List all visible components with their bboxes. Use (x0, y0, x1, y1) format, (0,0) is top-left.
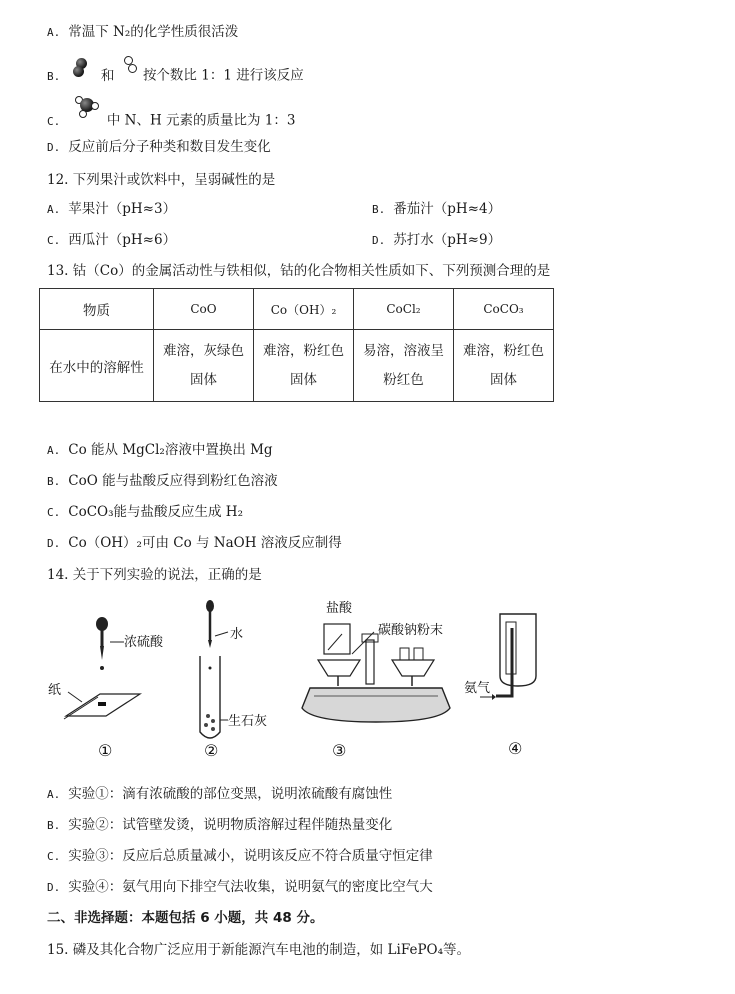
ammonia-molecule-icon (73, 100, 103, 122)
table-row-label: 在水中的溶解性 (40, 330, 154, 402)
q11-option-b: B. 和 按个数比 1：1 进行该反应 (47, 66, 304, 86)
experiment-4-number: ④ (508, 739, 523, 758)
q13-option-d: D. Co（OH）₂可由 Co 与 NaOH 溶液反应制得 (47, 535, 342, 551)
q11-option-c: C. 中 N、H 元素的质量比为 1：3 (47, 110, 295, 132)
table-header-cell: 物质 (40, 289, 154, 330)
q11-option-b-text: 按个数比 1：1 进行该反应 (142, 67, 304, 84)
label-hydrochloric-acid: 盐酸 (326, 601, 353, 616)
q12-option-b: B. 番茄汁（pH≈4） (372, 201, 502, 217)
label-ammonia: 氨气 (464, 681, 491, 696)
q13-option-a: A. Co 能从 MgCl₂溶液中置换出 Mg (47, 442, 273, 458)
q13-option-b: B. CoO 能与盐酸反应得到粉红色溶液 (47, 473, 278, 489)
experiment-2-illustration (200, 600, 267, 760)
hydrogen-molecule-icon (123, 60, 139, 80)
q11-option-d: D. 反应前后分子种类和数目发生变化 (47, 139, 271, 155)
table-header-row (40, 289, 554, 330)
q11-option-a: A. 常温下 N₂的化学性质很活泼 (47, 24, 239, 40)
experiment-3-illustration (302, 600, 450, 760)
q11-option-c-text: 中 N、H 元素的质量比为 1：3 (106, 112, 296, 129)
label-quicklime: 生石灰 (228, 714, 268, 729)
experiment-4-illustration (464, 614, 536, 758)
q13-option-c: C. CoCO₃能与盐酸反应生成 H₂ (47, 504, 243, 520)
q12-option-a: A. 苹果汁（pH≈3） (47, 201, 177, 217)
label-paper: 纸 (48, 683, 62, 698)
q13-stem: 13. 钴（Co）的金属活动性与铁相似，钴的化合物相关性质如下、下列预测合理的是 (47, 263, 551, 279)
solubility-table (39, 288, 554, 402)
experiment-2-number: ② (204, 741, 219, 760)
experiment-1-number: ① (98, 741, 113, 760)
experiment-3-number: ③ (332, 741, 347, 760)
experiment-1-illustration (48, 617, 164, 760)
q14-stem: 14. 关于下列实验的说法，正确的是 (47, 567, 262, 583)
table-cell: 难溶，粉红色 固体 (254, 330, 354, 402)
q11-option-d-text: 反应前后分子种类和数目发生变化 (68, 139, 271, 155)
label-conc-sulfuric-acid: 浓硫酸 (124, 635, 164, 650)
section-heading: 二、非选择题：本题包括 6 小题，共 48 分。 (47, 910, 324, 926)
table-cell: 难溶，灰绿色 固体 (154, 330, 254, 402)
q14-option-b: B. 实验②：试管壁发烫，说明物质溶解过程伴随热量变化 (47, 817, 393, 833)
table-cell: 难溶，粉红色 固体 (454, 330, 554, 402)
table-row (40, 330, 554, 402)
q15-stem: 15. 磷及其化合物广泛应用于新能源汽车电池的制造，如 LiFePO₄等。 (47, 942, 471, 958)
table-cell: 易溶，溶液呈 粉红色 (354, 330, 454, 402)
q12-option-c: C. 西瓜汁（pH≈6） (47, 232, 177, 248)
q14-option-c: C. 实验③：反应后总质量减小，说明该反应不符合质量守恒定律 (47, 848, 433, 864)
table-header-cell: Co（OH）₂ (254, 289, 354, 330)
nitrogen-molecule-icon (73, 60, 93, 80)
table-header-cell: CoCl₂ (354, 289, 454, 330)
label-water: 水 (230, 627, 244, 642)
q11-option-a-text: 常温下 N₂的化学性质很活泼 (68, 24, 239, 40)
q11-option-b-mid: 和 (100, 67, 115, 84)
table-header-cell: CoCO₃ (454, 289, 554, 330)
q14-option-d: D. 实验④：氨气用向下排空气法收集，说明氨气的密度比空气大 (47, 879, 433, 895)
label-sodium-carbonate-powder: 碳酸钠粉末 (378, 623, 444, 638)
q12-option-d: D. 苏打水（pH≈9） (372, 232, 502, 248)
table-header-cell: CoO (154, 289, 254, 330)
q14-option-a: A. 实验①：滴有浓硫酸的部位变黑，说明浓硫酸有腐蚀性 (47, 786, 393, 802)
experiment-figure (40, 598, 560, 768)
q12-stem: 12. 下列果汁或饮料中，呈弱碱性的是 (47, 172, 276, 188)
